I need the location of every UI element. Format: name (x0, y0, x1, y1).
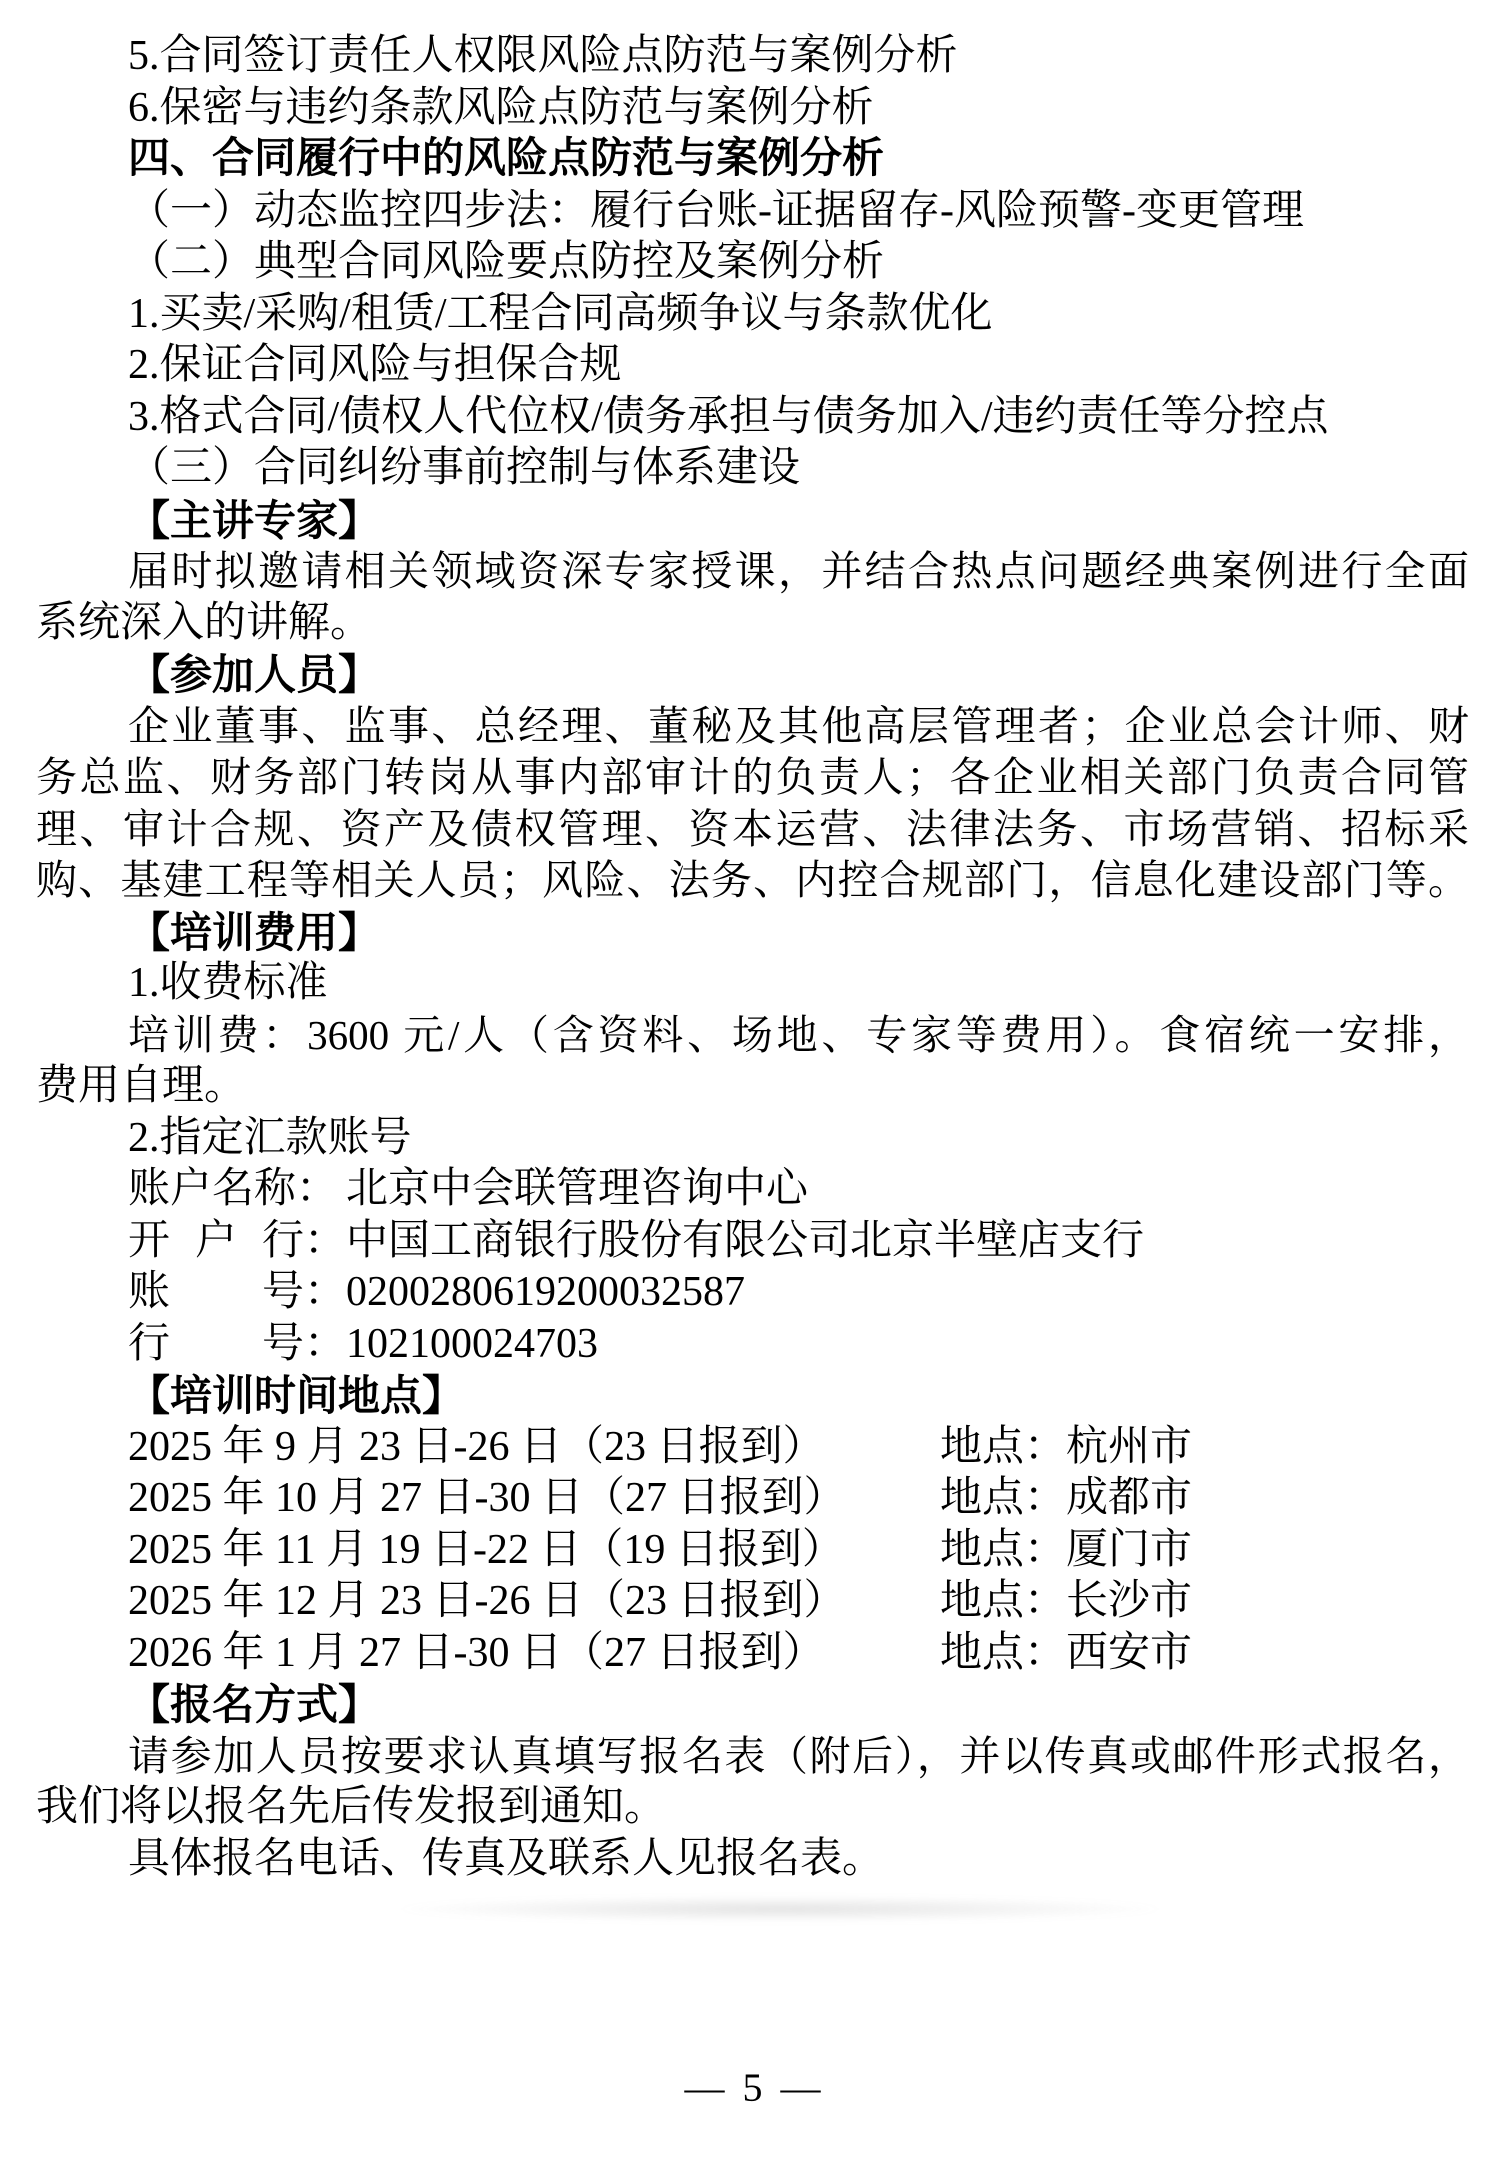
outline-item-5: 5.合同签订责任人权限风险点防范与案例分析 (128, 33, 958, 79)
bank-label: 行 号： (128, 1320, 346, 1367)
fees-standard-label: 1.收费标准 (128, 960, 328, 1006)
schedule-row (128, 1422, 1469, 1474)
schedule-date: 2025 年 10 月 27 日-30 日（27 日报到） (128, 1475, 846, 1521)
fees-amount-line1: 培训费：3600 元/人（含资料、场地、专家等费用）。食宿统一安排， (128, 1011, 1469, 1058)
section-heading-participants: 【参加人员】 (128, 651, 381, 698)
schedule-date: 2025 年 9 月 23 日-26 日（23 日报到） (128, 1423, 825, 1470)
outline-item-4-2: （二）典型合同风险要点防控及案例分析 (128, 239, 885, 285)
participants-text-line4: 购、基建工程等相关人员；风险、法务、内控合规部门，信息化建设部门等。 (36, 857, 1469, 903)
experts-text-line1: 届时拟邀请相关领域资深专家授课，并结合热点问题经典案例进行全面 (128, 548, 1469, 594)
schedule-row (128, 1473, 1469, 1525)
bank-label: 开 户 行： (128, 1217, 346, 1264)
bank-value-account-name: 北京中会联管理咨询中心 (346, 1166, 809, 1212)
schedule-date: 2026 年 1 月 27 日-30 日（27 日报到） (128, 1629, 825, 1676)
schedule-location: 地点：厦门市 (940, 1526, 1193, 1573)
outline-item-6: 6.保密与违约条款风险点防范与案例分析 (128, 84, 874, 131)
section-heading-experts: 【主讲专家】 (128, 496, 381, 544)
schedule-date: 2025 年 11 月 19 日-22 日（19 日报到） (128, 1526, 844, 1573)
fees-account-label: 2.指定汇款账号 (128, 1114, 412, 1161)
bank-value-bank-name: 中国工商银行股份有限公司北京半壁店支行 (346, 1217, 1145, 1264)
section-heading-registration: 【报名方式】 (128, 1681, 381, 1728)
outline-section-4-heading: 四、合同履行中的风险点防范与案例分析 (128, 136, 885, 182)
outline-item-4-2-1: 1.买卖/采购/租赁/工程合同高频争议与条款优化 (128, 290, 993, 337)
section-heading-fees: 【培训费用】 (128, 908, 381, 956)
schedule-row (128, 1525, 1469, 1577)
participants-text-line1: 企业董事、监事、总经理、董秘及其他高层管理者；企业总会计师、财 (128, 702, 1469, 749)
outline-item-4-2-2: 2.保证合同风险与担保合规 (128, 342, 622, 388)
bank-value-bank-code: 102100024703 (346, 1320, 598, 1367)
bank-label: 账 号： (128, 1269, 346, 1315)
bank-value-account-number: 0200280619200032587 (346, 1269, 745, 1315)
bank-row-account-name (128, 1164, 1469, 1216)
outline-item-4-3: （三）合同纠纷事前控制与体系建设 (128, 445, 801, 491)
schedule-location: 地点：长沙市 (940, 1578, 1193, 1624)
outline-item-4-1: （一）动态监控四步法：履行台账-证据留存-风险预警-变更管理 (128, 187, 1304, 234)
schedule-location: 地点：西安市 (940, 1629, 1193, 1676)
fees-amount-line2: 费用自理。 (36, 1063, 247, 1109)
outline-item-4-2-3: 3.格式合同/债权人代位权/债务承担与债务加入/违约责任等分控点 (128, 393, 1329, 440)
participants-text-line3: 理、审计合规、资产及债权管理、资本运营、法律法务、市场营销、招标采 (36, 805, 1469, 852)
schedule-row (128, 1576, 1469, 1628)
schedule-location: 地点：杭州市 (940, 1423, 1193, 1470)
participants-text-line2: 务总监、财务部门转岗从事内部审计的负责人；各企业相关部门负责合同管 (36, 754, 1469, 800)
bank-row-bank-code (128, 1319, 1469, 1371)
bank-row-bank-name (128, 1216, 1469, 1268)
bank-row-account-number (128, 1267, 1469, 1319)
registration-text-line3: 具体报名电话、传真及联系人见报名表。 (128, 1835, 885, 1882)
bank-label: 账户名称： (128, 1166, 339, 1212)
section-heading-schedule: 【培训时间地点】 (128, 1372, 465, 1419)
schedule-row (128, 1628, 1469, 1680)
registration-text-line1: 请参加人员按要求认真填写报名表（附后），并以传真或邮件形式报名， (128, 1732, 1469, 1779)
page-number: — 5 — (684, 2065, 825, 2110)
schedule-date: 2025 年 12 月 23 日-26 日（23 日报到） (128, 1578, 846, 1624)
registration-text-line2: 我们将以报名先后传发报到通知。 (36, 1784, 667, 1830)
scan-smudge-artifact (390, 1896, 1170, 1922)
experts-text-line2: 系统深入的讲解。 (36, 599, 373, 646)
schedule-location: 地点：成都市 (940, 1475, 1193, 1521)
